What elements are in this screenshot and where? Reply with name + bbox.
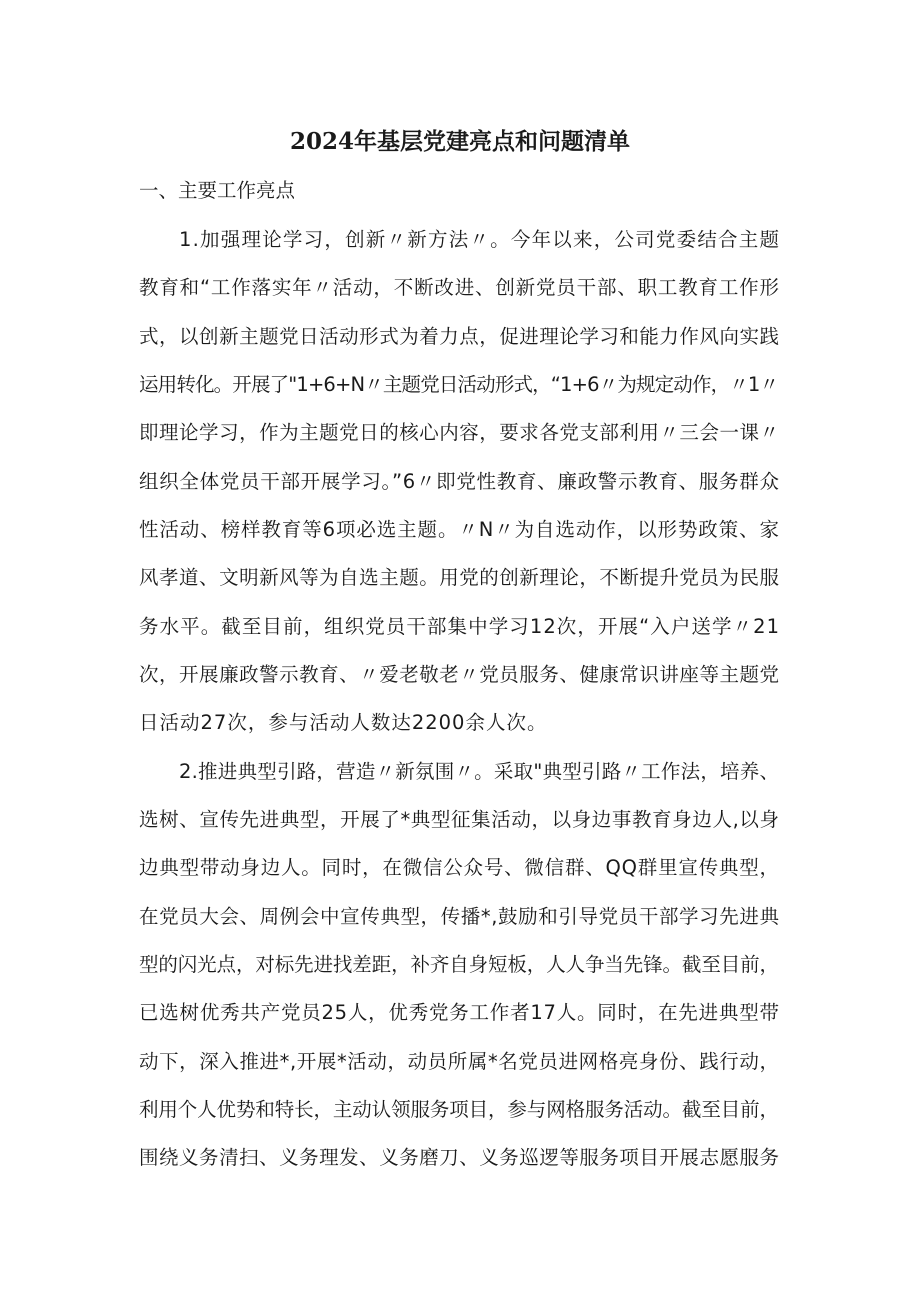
paragraph-1-line: 日活动27次，参与活动人数达2200余人次。 (139, 711, 548, 734)
paragraph-2-line: 边典型带动身边人。同时，在微信公众号、微信群、QQ群里宣传典型， (139, 856, 780, 879)
paragraph-1-line: 运用转化。开展了"1+6+N〃主题党日活动形式，“1+6〃为规定动作，〃1〃 (139, 373, 779, 396)
paragraph-1-line: 教育和“工作落实年〃活动，不断改进、创新党员干部、职工教育工作形 (139, 276, 780, 299)
section-heading: 一、主要工作亮点 (139, 179, 296, 202)
paragraph-2-line: 选树、宣传先进典型，开展了*典型征集活动，以身边事教育身边人,以身 (139, 808, 780, 831)
paragraph-1-line: 1.加强理论学习，创新〃新方法〃。今年以来，公司党委结合主题 (179, 228, 781, 251)
paragraph-2-line: 2.推进典型引路，营造〃新氛围〃。采取"典型引路〃工作法，培养、 (179, 760, 780, 783)
paragraph-2-line: 在党员大会、周例会中宣传典型，传播*,鼓励和引导党员干部学习先进典 (139, 905, 780, 928)
paragraph-2-line: 动下，深入推进*,开展*活动，动员所属*名党员进网格亮身份、践行动， (139, 1050, 780, 1073)
paragraph-1-line: 组织全体党员干部开展学习。”6〃即党性教育、廉政警示教育、服务群众 (139, 470, 780, 493)
paragraph-1-line: 式，以创新主题党日活动形式为着力点，促进理论学习和能力作风向实践 (139, 325, 780, 348)
paragraph-1-line: 次，开展廉政警示教育、〃爱老敬老〃党员服务、健康常识讲座等主题党 (139, 663, 780, 686)
paragraph-1-line: 性活动、榜样教育等6项必选主题。〃N〃为自选动作，以形势政策、家 (139, 518, 780, 541)
paragraph-2-line: 已选树优秀共产党员25人，优秀党务工作者17人。同时，在先进典型带 (139, 1001, 780, 1024)
paragraph-1-line: 务水平。截至目前，组织党员干部集中学习12次，开展“入户送学〃21 (139, 615, 781, 638)
paragraph-2-line: 围绕义务清扫、义务理发、义务磨刀、义务巡逻等服务项目开展志愿服务 (139, 1146, 780, 1169)
paragraph-1-line: 风孝道、文明新风等为自选主题。用党的创新理论，不断提升党员为民服 (139, 566, 780, 589)
document-title: 2024年基层党建亮点和问题清单 (289, 128, 630, 155)
paragraph-2-line: 利用个人优势和特长，主动认领服务项目，参与网格服务活动。截至目前， (139, 1098, 779, 1121)
paragraph-2-line: 型的闪光点，对标先进找差距，补齐自身短板，人人争当先锋。截至目前， (139, 953, 779, 976)
paragraph-1-line: 即理论学习，作为主题党日的核心内容，要求各党支部利用〃三会一课〃 (139, 421, 780, 444)
